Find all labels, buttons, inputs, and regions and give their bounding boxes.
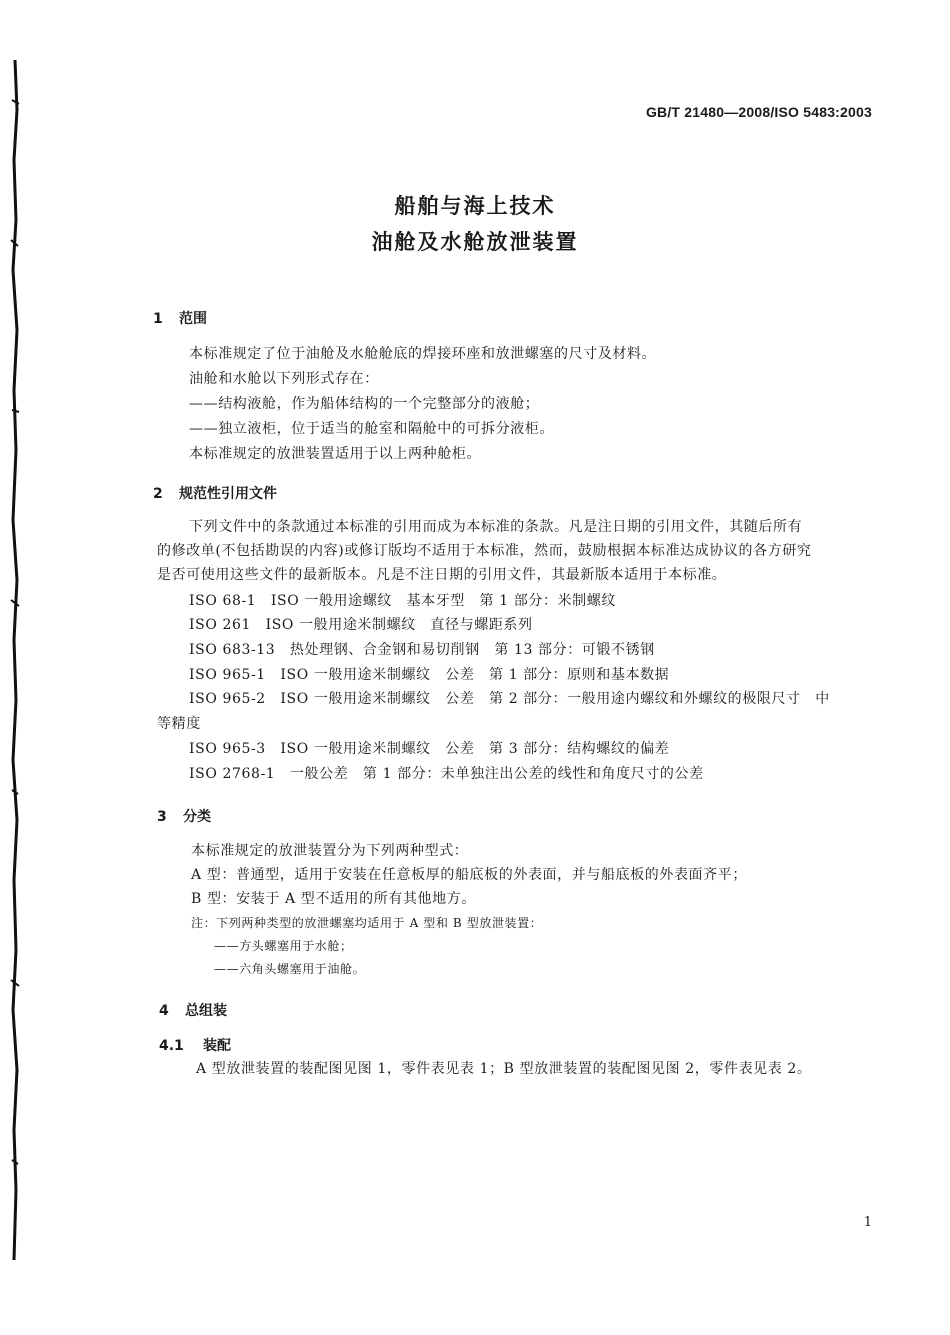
paragraph: 本标准规定的放泄装置适用于以上两种舱柜。 [189,446,481,462]
reference-item: ISO 2768-1 一般公差 第 1 部分：未单独注出公差的线性和角度尺寸的公差 [189,766,704,782]
reference-item: ISO 261 ISO 一般用途米制螺纹 直径与螺距系列 [189,617,533,633]
paragraph: 是否可使用这些文件的最新版本。凡是不注日期的引用文件，其最新版本适用于本标准。 [157,567,727,583]
reference-item: ISO 683-13 热处理钢、合金钢和易切削钢 第 13 部分：可锻不锈钢 [189,642,655,658]
paragraph: 本标准规定了位于油舱及水舱舱底的焊接环座和放泄螺塞的尺寸及材料。 [189,346,657,362]
section-3-heading [157,806,211,826]
section-title: 总组装 [185,1003,227,1019]
note: 注：下列两种类型的放泄螺塞均适用于 A 型和 B 型放泄装置： [191,916,543,930]
section-number: 2 [153,486,163,502]
paragraph: A 型：普通型，适用于安装在任意板厚的船底板的外表面，并与船底板的外表面齐平； [191,867,747,883]
list-item: ——结构液舱，作为船体结构的一个完整部分的液舱； [189,396,540,412]
paragraph: A 型放泄装置的装配图见图 1，零件表见表 1；B 型放泄装置的装配图见图 2，零件表见表 2。 [196,1061,812,1077]
paragraph: 的修改单(不包括勘误的内容)或修订版均不适用于本标准，然而，鼓励根据本标准达成协议的各方研究 [157,543,812,559]
section-title: 装配 [203,1038,231,1054]
standard-code: GB/T 21480—2008/ISO 5483:2003 [645,104,872,120]
paragraph: B 型：安装于 A 型不适用的所有其他地方。 [191,891,476,907]
reference-item: ISO 965-3 ISO 一般用途米制螺纹 公差 第 3 部分：结构螺纹的偏差 [189,741,670,757]
note-item: ——六角头螺塞用于油舱。 [214,962,366,976]
section-title: 规范性引用文件 [179,486,277,502]
section-number: 4 [159,1003,169,1019]
paragraph: 本标准规定的放泄装置分为下列两种型式： [191,843,469,859]
reference-item: ISO 965-1 ISO 一般用途米制螺纹 公差 第 1 部分：原则和基本数据 [189,667,670,683]
paragraph: 油舱和水舱以下列形式存在： [189,371,379,387]
section-1-heading [153,308,207,328]
section-number: 1 [153,311,163,327]
section-4-heading [159,1000,227,1020]
section-number: 4.1 [159,1038,184,1054]
section-title: 范围 [179,311,207,327]
paragraph: 下列文件中的条款通过本标准的引用而成为本标准的条款。凡是注日期的引用文件，其随后所有 [189,519,803,535]
reference-item-continuation: 等精度 [157,716,201,732]
note-item: ——方头螺塞用于水舱； [214,939,353,953]
reference-item: ISO 965-2 ISO 一般用途米制螺纹 公差 第 2 部分：一般用途内螺纹和外螺纹的极限尺寸 中 [189,691,830,707]
section-4-1-heading [159,1035,231,1055]
title-line-2: 油舱及水舱放泄装置 [371,230,579,254]
list-item: ——独立液柜，位于适当的舱室和隔舱中的可拆分液柜。 [189,421,554,437]
section-number: 3 [157,809,167,825]
page-number: 1 [863,1215,872,1230]
section-2-heading [153,483,277,503]
title-line-1: 船舶与海上技术 [394,194,556,218]
reference-item: ISO 68-1 ISO 一般用途螺纹 基本牙型 第 1 部分：米制螺纹 [189,593,616,609]
section-title: 分类 [183,809,211,825]
